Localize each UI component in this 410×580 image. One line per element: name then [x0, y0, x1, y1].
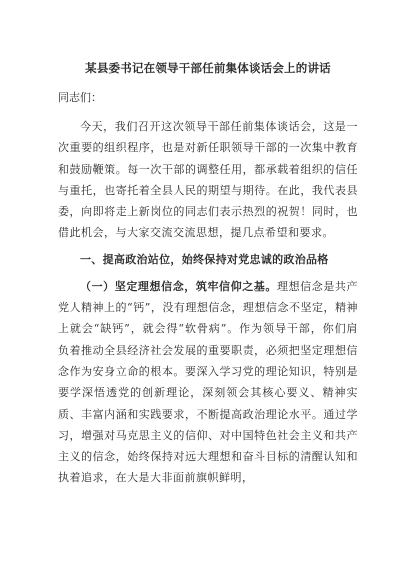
section-heading: 一、提高政治站位，始终保持对党忠诚的政治品格: [80, 252, 329, 266]
subsection-paragraph: [58, 276, 358, 489]
subsection-heading: （一）坚定理想信念，筑牢信仰之基。: [80, 279, 277, 293]
opening-paragraph: 今天，我们召开这次领导干部任前集体谈话会，这是一次重要的组织程序，也是对新任职领导干部的一次集中教育和鼓励鞭策。每一次干部的调整任用，都承载着组织的信任与重托，也寄托着全县人民的期望与期待。在此，我代表县委，向即将走上新岗位的同志们表示热烈的祝贺！同时，也借此机会，与大家交流交流思想，提几点希望和要求。: [58, 120, 358, 240]
salutation: 同志们：: [58, 91, 102, 104]
subsection-body: 理想信念是共产党人精神上的“钙”，没有理想信念，理想信念不坚定，精神上就会“缺钙”，就会得“软骨病”。作为领导干部，你们肩负着推动全县经济社会发展的重要职责，必须把坚定理想信念作为安身立命的根本。要深入学习党的理论知识，特别是要学深悟透党的创新理论，深刻领会其核心要义、精神实质、丰富内涵和实践要求，不断提高政治理论水平。通过学习，增强对马克思主义的信仰、对中国特色社会主义和共产主义的信念，始终保持对远大理想和奋斗目标的清醒认知和执着追求，在大是大非面前旗帜鲜明，: [58, 279, 359, 485]
document-title: 某县委书记在领导干部任前集体谈话会上的讲话: [85, 61, 331, 75]
document-body: [58, 60, 358, 495]
